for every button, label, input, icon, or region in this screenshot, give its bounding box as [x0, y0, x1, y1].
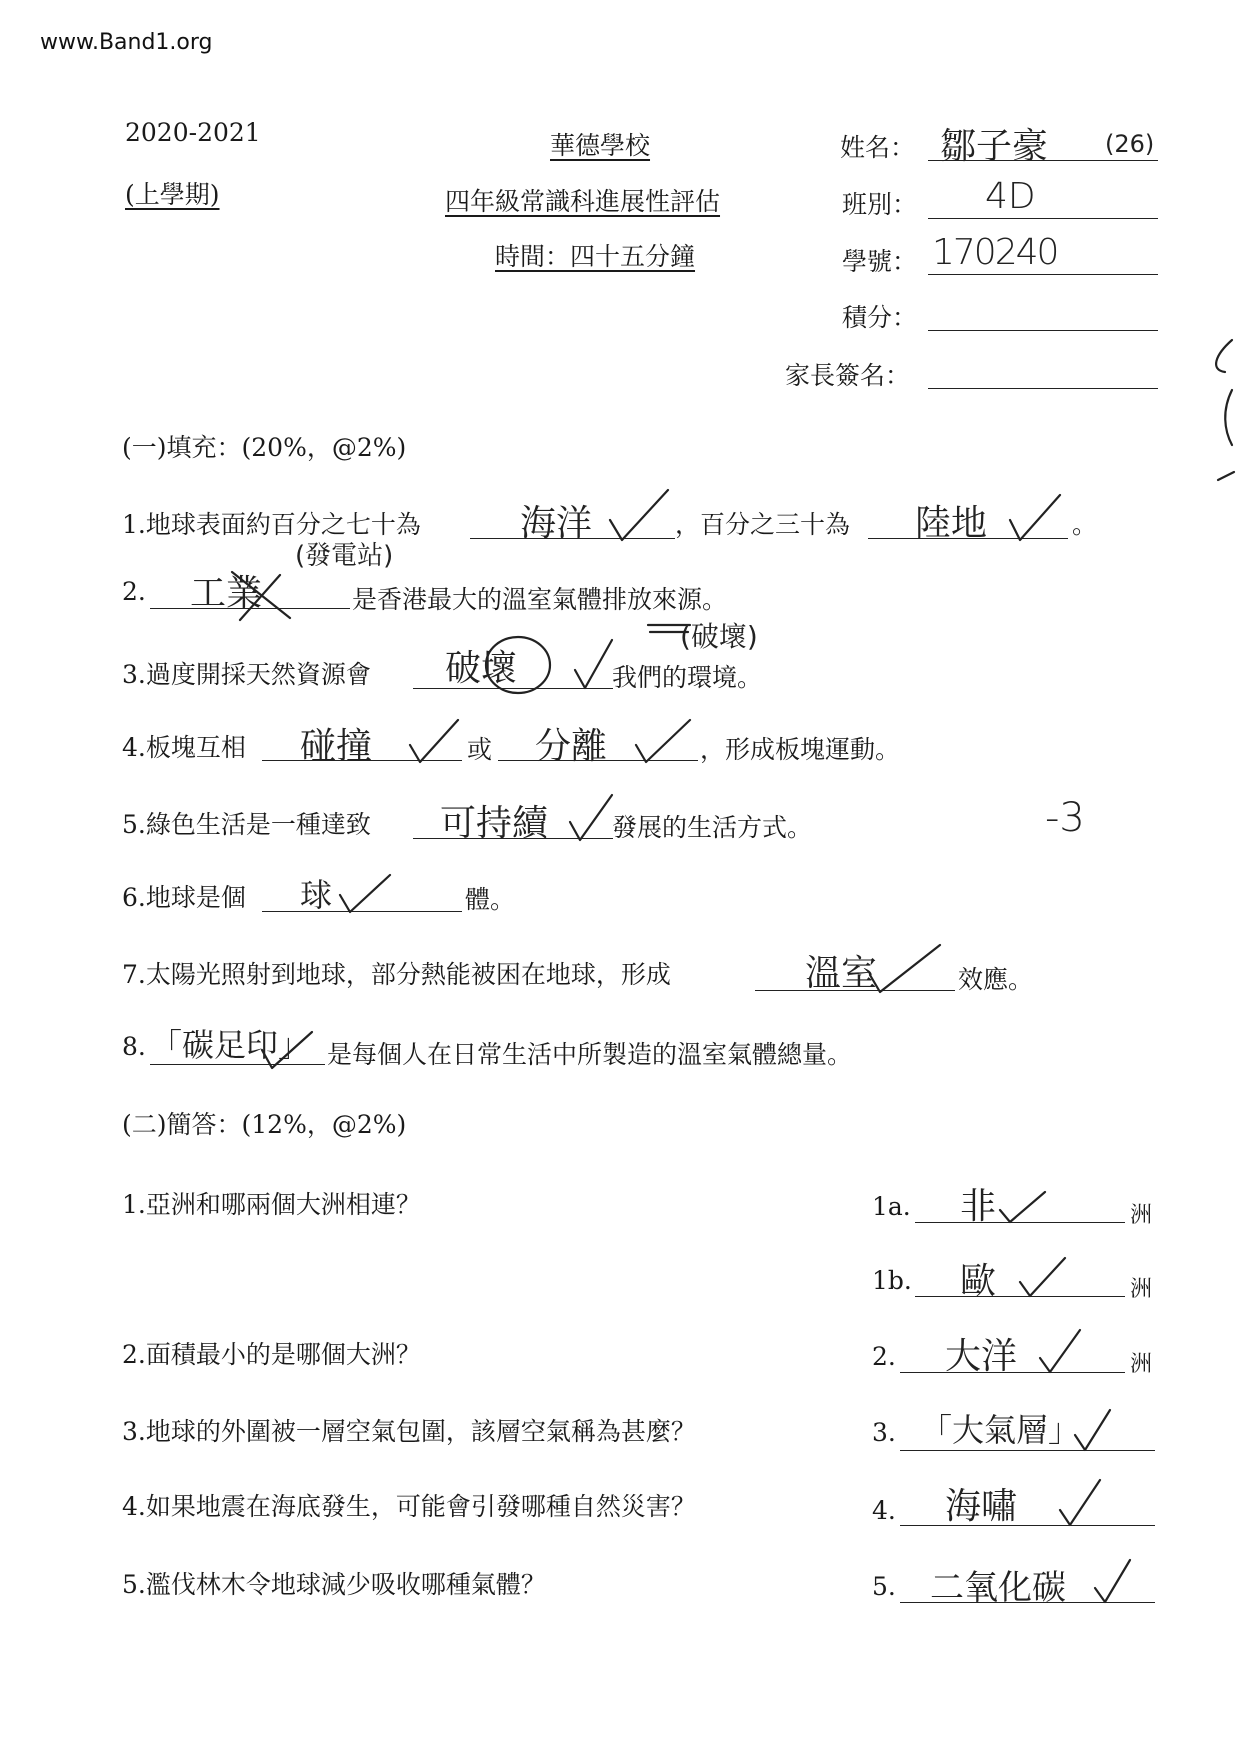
time-limit: 時間：四十五分鐘	[495, 242, 696, 271]
tick-mark-icon	[1000, 1192, 1045, 1222]
tick-mark-icon	[1020, 1258, 1065, 1296]
s2-answer-2-label: 2.	[872, 1342, 896, 1371]
tick-mark-icon	[340, 875, 390, 912]
stray-mark-icon	[1218, 472, 1234, 480]
q3-answer: 破壞	[445, 648, 518, 689]
tick-mark-icon	[575, 640, 612, 688]
s2-answer-1b-label: 1b.	[872, 1266, 912, 1295]
q2-text-post: 是香港最大的溫室氣體排放來源。	[352, 585, 728, 614]
assessment-title: 四年級常識科進展性評估	[445, 187, 721, 216]
s2-answer-5-value: 二氧化碳	[930, 1568, 1066, 1608]
s2-answer-3-value: 「大氣層」	[920, 1411, 1081, 1449]
q3-correction: (破壞)	[680, 620, 758, 653]
section2-title: (二)簡答：(12%，@2%)	[122, 1110, 407, 1139]
website-url: www.Band1.org	[40, 30, 213, 55]
s2-answer-2-value: 大洋	[945, 1336, 1018, 1377]
school-year: 2020-2021	[125, 118, 261, 147]
q8-text-post: 是每個人在日常生活中所製造的溫室氣體總量。	[327, 1040, 853, 1069]
q2-correction: (發電站)	[295, 541, 394, 571]
q5-answer: 可持續	[440, 803, 549, 844]
s2-question-3: 3.地球的外圍被一層空氣包圍，該層空氣稱為甚麼？	[122, 1417, 696, 1446]
q1-text-pre: 1.地球表面約百分之七十為	[122, 510, 421, 539]
q8-number: 8.	[122, 1032, 146, 1061]
tick-mark-icon	[1075, 1410, 1110, 1450]
q7-text-post: 效應。	[958, 965, 1034, 994]
tick-mark-icon	[1095, 1560, 1130, 1602]
tick-mark-icon	[870, 945, 940, 992]
student-name: 鄒子豪	[940, 126, 1049, 167]
tick-mark-icon	[570, 795, 612, 840]
q1-answer-2: 陸地	[915, 503, 988, 544]
q7-answer: 溫室	[805, 953, 878, 994]
q5-text-pre: 5.綠色生活是一種達致	[122, 810, 371, 839]
s2-answer-1a-label: 1a.	[872, 1192, 911, 1221]
class-number: (26)	[1105, 130, 1155, 158]
tick-mark-icon	[1060, 1480, 1100, 1525]
q1-text-post: 。	[1072, 510, 1098, 539]
q4-answer-2: 分離	[535, 726, 608, 767]
q6-answer: 球	[300, 876, 333, 914]
s2-answer-1a-suffix: 洲	[1130, 1203, 1153, 1228]
s2-answer-4-label: 4.	[872, 1496, 896, 1525]
q4-text-mid: 或	[467, 735, 493, 764]
term: (上學期)	[125, 180, 220, 209]
stray-mark-icon	[1216, 340, 1232, 372]
q5-text-post: 發展的生活方式。	[612, 813, 813, 842]
s2-answer-5-label: 5.	[872, 1572, 896, 1601]
s2-answer-1b-suffix: 洲	[1130, 1277, 1153, 1302]
parent-signature-label: 家長簽名：	[785, 361, 911, 390]
q3-text-pre: 3.過度開採天然資源會	[122, 660, 371, 689]
q2-answer: 工業	[190, 573, 263, 614]
q4-text-pre: 4.板塊互相	[122, 733, 246, 762]
class-value: 4D	[985, 176, 1036, 217]
name-label: 姓名：	[840, 133, 916, 162]
student-id-value: 170240	[932, 232, 1058, 273]
tick-mark-icon	[1040, 1330, 1080, 1372]
tick-mark-icon	[636, 720, 690, 762]
tick-mark-icon	[610, 490, 668, 540]
section1-title: (一)填充：(20%，@2%)	[122, 433, 407, 462]
s2-question-5: 5.濫伐林木令地球減少吸收哪種氣體？	[122, 1570, 546, 1599]
class-label: 班別：	[842, 190, 918, 219]
q3-text-post: 我們的環境。	[612, 663, 763, 692]
q2-number: 2.	[122, 577, 146, 606]
tick-mark-icon	[410, 720, 458, 762]
s2-answer-1a-value: 非	[960, 1186, 997, 1227]
q7-text-pre: 7.太陽光照射到地球，部分熱能被困在地球，形成	[122, 960, 671, 989]
q8-answer: 「碳足印」	[150, 1026, 311, 1064]
q1-answer-1: 海洋	[520, 503, 593, 544]
s2-answer-1b-value: 歐	[960, 1261, 997, 1302]
s2-answer-2-suffix: 洲	[1130, 1352, 1153, 1377]
score-label: 積分：	[842, 303, 918, 332]
school-name: 華德學校	[550, 131, 651, 160]
s2-question-2: 2.面積最小的是哪個大洲？	[122, 1340, 421, 1369]
q6-text-post: 體。	[465, 885, 516, 914]
q4-answer-1: 碰撞	[300, 726, 373, 767]
s2-answer-4-value: 海嘯	[945, 1486, 1018, 1527]
s2-question-4: 4.如果地震在海底發生，可能會引發哪種自然災害？	[122, 1492, 696, 1521]
s2-answer-3-label: 3.	[872, 1418, 896, 1447]
q1-text-mid: ，百分之三十為	[675, 510, 851, 539]
q6-text-pre: 6.地球是個	[122, 883, 246, 912]
student-id-label: 學號：	[842, 247, 918, 276]
s2-question-1: 1.亞洲和哪兩個大洲相連？	[122, 1190, 421, 1219]
tick-mark-icon	[1010, 495, 1060, 540]
q4-text-post: ，形成板塊運動。	[700, 735, 901, 764]
deduction-mark: -3	[1045, 795, 1085, 841]
stray-mark-icon	[1225, 390, 1232, 445]
